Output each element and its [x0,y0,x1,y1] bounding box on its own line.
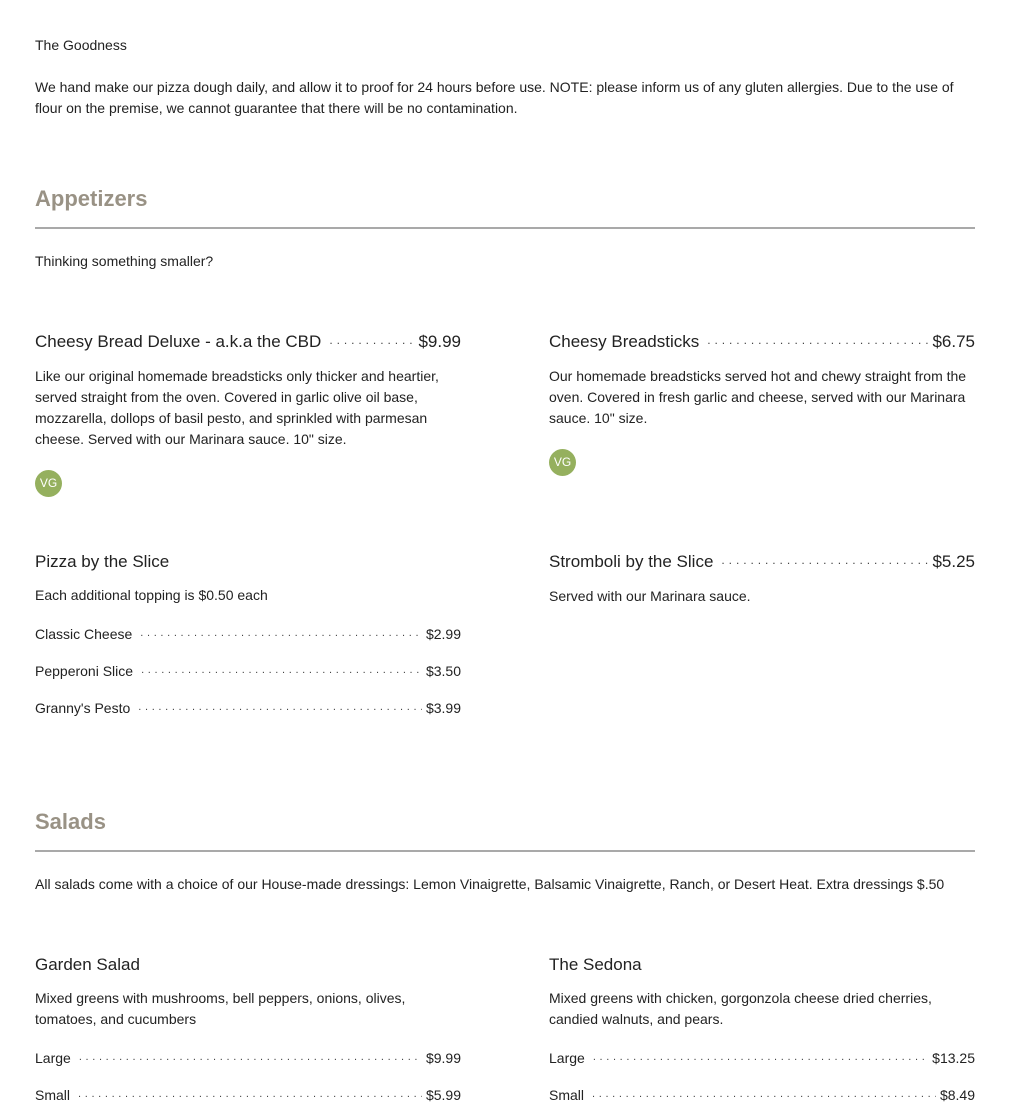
item-price: $5.25 [932,552,975,571]
price-option-row [549,1048,975,1070]
section-desc-appetizers: Thinking something smaller? [35,253,214,269]
item-name: Stromboli by the Slice [549,552,714,571]
item-desc: Mixed greens with chicken, gorgonzola cheese dried cherries, candied walnuts, and pears. [549,990,932,1027]
dot-leader [592,1082,936,1104]
menu-item-stromboli-by-the-slice [549,550,975,607]
section-divider [35,850,975,852]
dot-leader [140,621,422,643]
item-price: $6.75 [932,332,975,351]
price-option-row [35,698,461,720]
section-title-appetizers: Appetizers [35,186,148,211]
dot-leader [593,1045,928,1067]
dot-leader [721,547,928,572]
dot-leader [78,1082,422,1104]
dot-leader [329,327,414,352]
option-price: $3.50 [425,663,461,679]
price-options [35,1048,461,1107]
option-price: $8.49 [939,1087,975,1103]
item-name: Cheesy Bread Deluxe - a.k.a the CBD [35,332,322,351]
item-desc: Like our original homemade breadsticks only thicker and heartier, served straight from the oven. Covered in garlic olive oil base, mozzarella, dollops of basil pesto, and sprinkled with parmesan cheese. Served with our Marinara sauce. 10" size. [35,368,439,447]
dot-leader [141,658,422,680]
section-desc-salads: All salads come with a choice of our House-made dressings: Lemon Vinaigrette, Balsamic Vinaigrette, Ranch, or Desert Heat. Extra dressings $.50 [35,876,945,892]
intro-title: The Goodness [35,37,127,53]
vegetarian-badge-icon: VG [35,470,62,497]
item-name: Garden Salad [35,955,140,974]
option-label: Large [35,1050,71,1066]
option-price: $5.99 [425,1087,461,1103]
menu-item-the-sedona [549,953,975,1107]
option-price: $2.99 [425,626,461,642]
option-label: Small [549,1087,585,1103]
item-desc: Mixed greens with mushrooms, bell peppers, onions, olives, tomatoes, and cucumbers [35,990,406,1027]
item-name: Cheesy Breadsticks [549,332,700,351]
menu-item-cheesy-bread-deluxe [35,330,461,497]
option-price: $9.99 [425,1050,461,1066]
option-label: Granny's Pesto [35,700,131,716]
option-label: Pepperoni Slice [35,663,134,679]
price-option-row [549,1085,975,1107]
menu-item-cheesy-breadsticks [549,330,975,476]
price-option-row [35,1085,461,1107]
item-desc: Served with our Marinara sauce. [549,588,751,604]
section-divider [35,227,975,229]
vegetarian-badge-icon: VG [549,449,576,476]
menu-item-garden-salad [35,953,461,1107]
option-label: Classic Cheese [35,626,133,642]
dot-leader [138,695,422,717]
price-options [35,624,461,720]
item-name: Pizza by the Slice [35,552,170,571]
price-option-row [35,661,461,683]
intro-text: We hand make our pizza dough daily, and allow it to proof for 24 hours before use. NOTE: please inform us of any gluten allergies. Due to the use of flour on the premise, we cannot guarantee that there will be no contamination. [35,79,954,116]
price-option-row [35,1048,461,1070]
item-desc: Our homemade breadsticks served hot and chewy straight from the oven. Covered in fresh garlic and cheese, served with our Marinara sauce. 10" size. [549,368,967,426]
item-desc: Each additional topping is $0.50 each [35,587,268,603]
option-label: Small [35,1087,71,1103]
price-option-row [35,624,461,646]
item-name: The Sedona [549,955,642,974]
menu-item-pizza-by-the-slice [35,550,461,720]
option-price: $13.25 [932,1050,975,1066]
price-options [549,1048,975,1107]
section-title-salads: Salads [35,809,106,834]
option-price: $3.99 [425,700,461,716]
option-label: Large [549,1050,585,1066]
item-price: $9.99 [418,332,461,351]
dot-leader [79,1045,422,1067]
dot-leader [707,327,928,352]
